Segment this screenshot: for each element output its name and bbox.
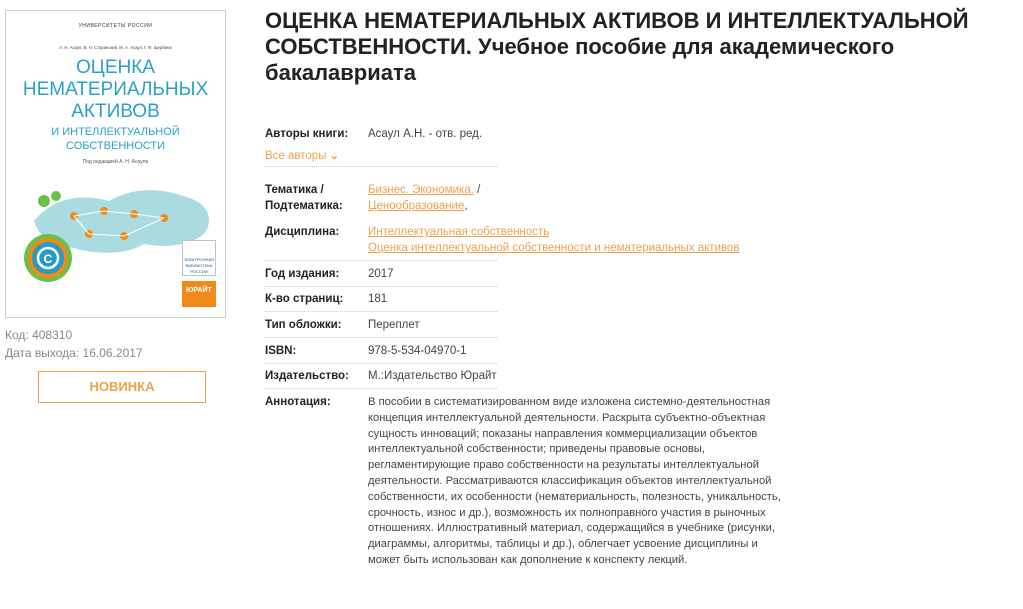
subtopic-value [368, 199, 468, 214]
topic-link[interactable]: Бизнес. Экономика. [368, 184, 474, 196]
authors-label: Авторы книги: [265, 128, 349, 140]
all-authors-label: Все авторы [265, 150, 327, 162]
divider [265, 337, 497, 338]
isbn-label: ISBN: [265, 345, 297, 357]
divider [265, 260, 497, 261]
annotation-label: Аннотация: [265, 396, 331, 408]
pages-value: 181 [368, 293, 388, 305]
topic-separator: / [473, 184, 481, 196]
electronic-library-badge: ЭЛЕКТРОННАЯ БИБЛИОТЕКА РОССИИ [182, 240, 216, 276]
product-code: Код: 408310 [5, 328, 73, 342]
cover-type-label: Тип обложки: [265, 319, 342, 331]
cover-title-line: НЕМАТЕРИАЛЬНЫХ [22, 79, 209, 100]
cover-title-line: ОЦЕНКА [76, 57, 155, 78]
cover-title-line: АКТИВОВ [71, 101, 160, 122]
divider [265, 363, 497, 364]
topic-value [368, 183, 480, 198]
all-authors-link[interactable] [265, 148, 339, 162]
topic-label: Тематика / [265, 184, 324, 196]
discipline-link[interactable]: Интеллектуальная собственность [368, 226, 550, 238]
year-value: 2017 [368, 268, 394, 280]
book-title-sub: Учебное пособие для академического бакалавриата [265, 34, 895, 85]
release-date: Дата выхода: 16.06.2017 [5, 346, 143, 360]
publisher-value: М.:Издательство Юрайт [368, 370, 497, 382]
isbn-value: 978-5-534-04970-1 [368, 345, 467, 357]
discipline-link-1 [368, 225, 549, 240]
year-label: Год издания: [265, 268, 340, 280]
book-title [265, 8, 1015, 86]
svg-text:C: C [43, 252, 53, 266]
discipline-link[interactable]: Оценка интеллектуальной собственности и нематериальных активов [368, 242, 740, 254]
divider [265, 388, 497, 389]
book-cover-image[interactable] [5, 10, 226, 318]
discipline-label: Дисциплина: [265, 226, 340, 238]
subtopic-link[interactable]: Ценообразование [368, 200, 465, 212]
discipline-link-2 [368, 241, 739, 256]
chevron-down-icon: ⌄ [329, 150, 340, 162]
divider [265, 311, 497, 312]
cover-subtitle-line: И ИНТЕЛЛЕКТУАЛЬНОЙ [51, 126, 180, 138]
cover-authors-text: А. Н. Асаул, В. Н. Старинский, М. А. Асаул, Г. Ф. Щербина [59, 45, 172, 50]
new-badge-button[interactable]: НОВИНКА [38, 371, 206, 403]
subtopic-label: Подтематика: [265, 200, 343, 212]
cover-editor-text: Под редакцией А. Н. Асаула [82, 159, 149, 165]
annotation-text: В пособии в систематизированном виде изложена системно-деятельностная концепция интеллектуальной деятельности. Раскрыта субъектно-объектная сущность инноваций; показаны направления коммерциализации объектов интеллектуальной собственности; приведены правовые основы, регламентирующие право собственности на результаты интеллектуальной деятельности. Рассматриваются классификация объектов интеллектуальной собственности, их особенности (нематериальность, полезность, уникальность, срочность, износ и др.), возможность их полноправного участия в рыночных отношениях. Иллюстративный материал, содержащийся в учебнике (рисунки, диаграммы, алгоритмы, таблицы и др.), облегчает усвоение дисциплины и может быть использован как дополнение к конспекту лекций. [368, 396, 781, 566]
cover-subtitle-line: СОБСТВЕННОСТИ [66, 140, 165, 152]
publisher-label: Издательство: [265, 370, 349, 382]
cover-title [6, 57, 225, 123]
cover-type-value: Переплет [368, 319, 420, 331]
authors-value: Асаул А.Н. - отв. ред. [368, 128, 483, 140]
publisher-logo: ЮРАЙТ [182, 281, 216, 307]
cover-subtitle [6, 125, 225, 153]
subtopic-separator: , [464, 200, 468, 212]
book-title-main: ОЦЕНКА НЕМАТЕРИАЛЬНЫХ АКТИВОВ И ИНТЕЛЛЕКТУАЛЬНОЙ СОБСТВЕННОСТИ. [265, 8, 969, 59]
divider [265, 166, 497, 167]
cover-series-text: УНИВЕРСИТЕТЫ РОССИИ [78, 23, 153, 29]
pages-label: К-во страниц: [265, 293, 344, 305]
divider [265, 286, 497, 287]
